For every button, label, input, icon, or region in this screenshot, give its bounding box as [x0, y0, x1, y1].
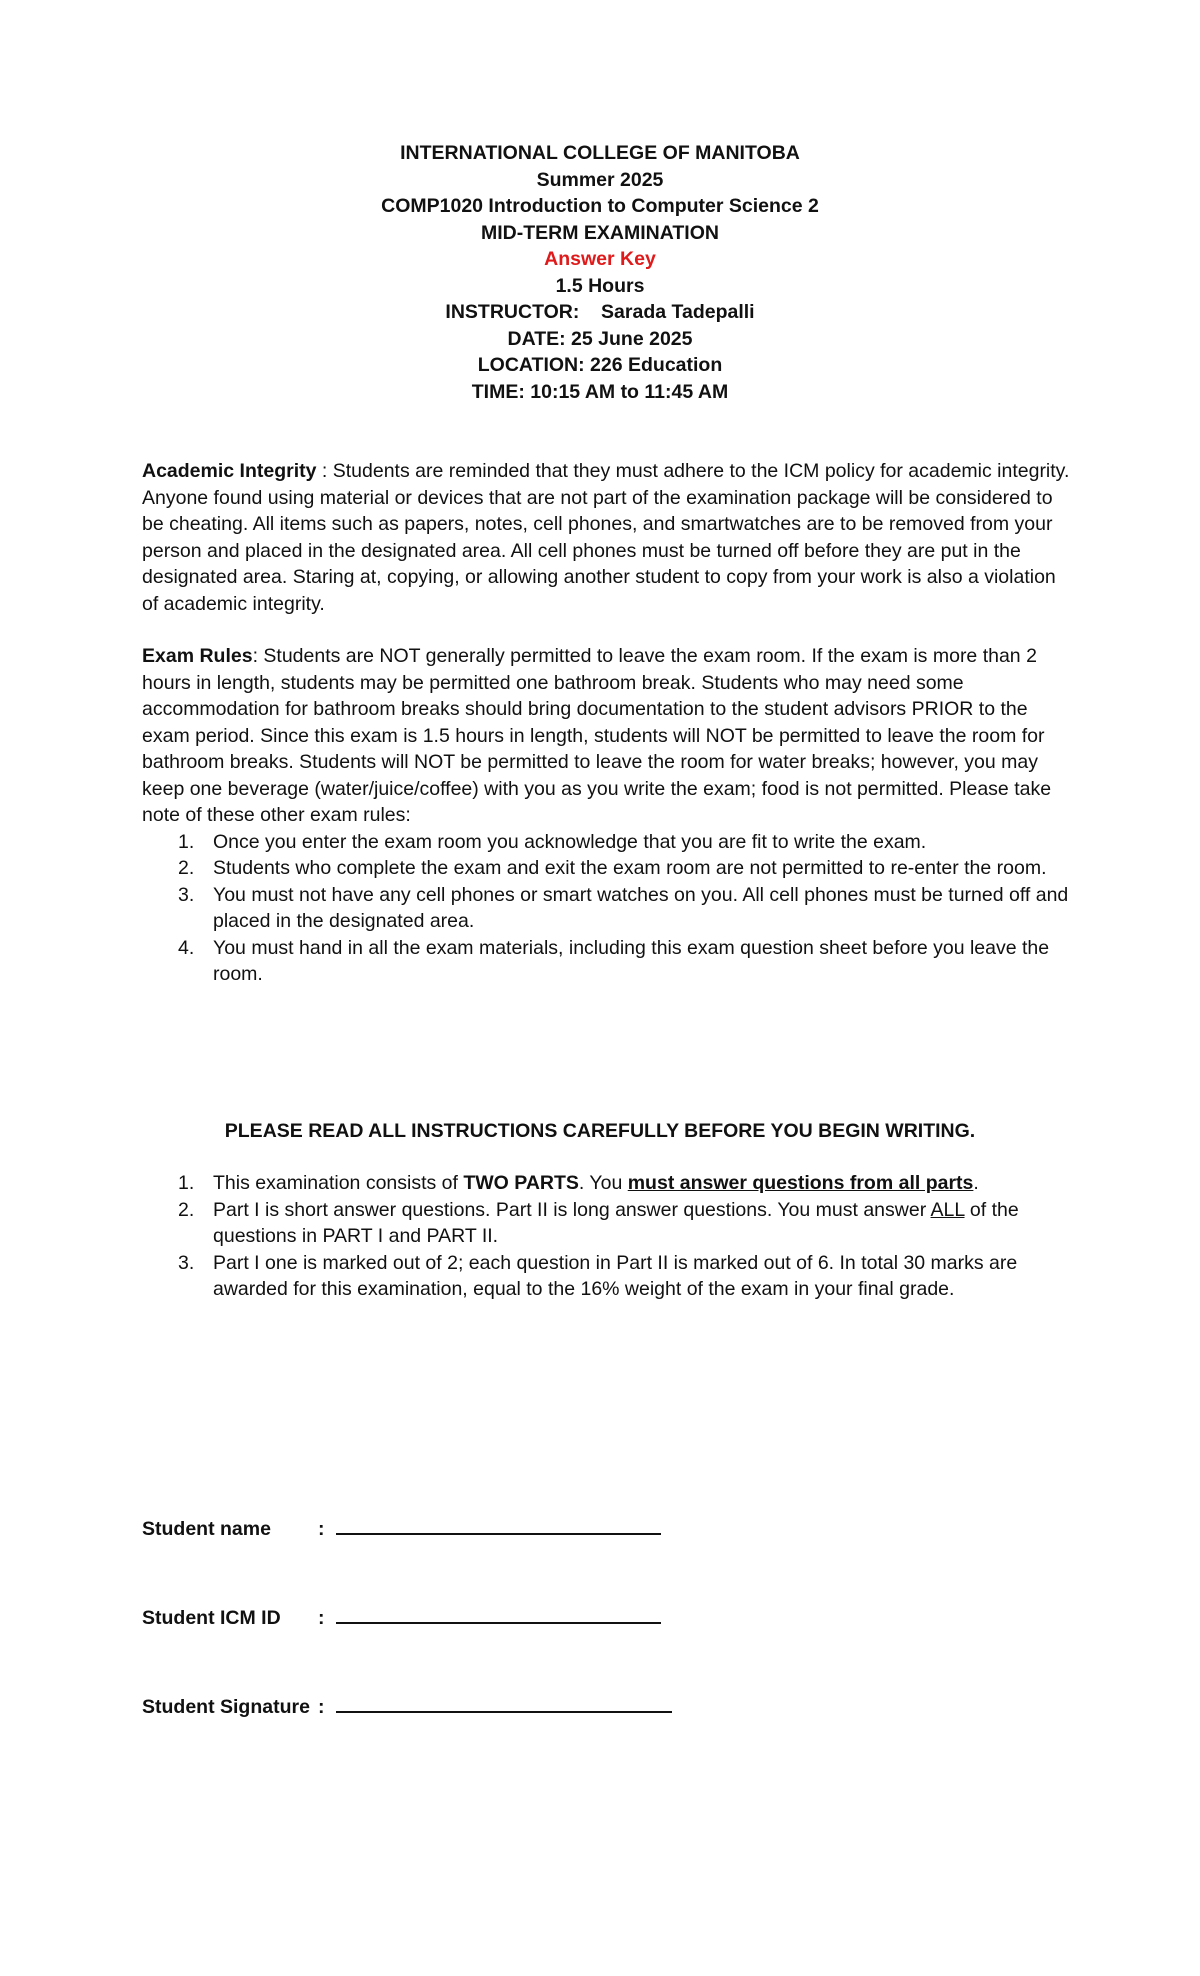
student-signature-blank[interactable] [336, 1691, 672, 1713]
exam-location: LOCATION: 226 Education [477, 354, 723, 376]
exam-type: MID-TERM EXAMINATION [481, 221, 719, 244]
list-number: 3. [178, 1251, 195, 1274]
list-item [142, 855, 1072, 882]
list-item [142, 935, 1072, 988]
colon: : [318, 1518, 325, 1540]
instruction-text: Part I is short answer questions. Part II is long answer questions. You must answer [213, 1198, 931, 1221]
instruction-text: Part I one is marked out of 2; each question in Part II is marked out of 6. In total 30 marks are awarded for this examination, equal to the 16% weight of the exam in your final grade. [213, 1251, 1018, 1300]
list-text: Once you enter the exam room you acknowledge that you are fit to write the exam. [213, 830, 927, 853]
student-id-label: Student ICM ID [142, 1607, 281, 1629]
list-item [142, 829, 1072, 856]
college-name: INTERNATIONAL COLLEGE OF MANITOBA [400, 142, 800, 164]
instruction-text: of the questions in PART I and PART II. [213, 1198, 1019, 1247]
instruction-bold-text: TWO PARTS [463, 1172, 579, 1194]
instruction-emphasis-text: must answer questions from all parts [627, 1172, 974, 1194]
academic-integrity-text: : Students are reminded that they must adhere to the ICM policy for academic integrity. Anyone found using material or devices that are not part of the examination package will be considered to be cheating. All items such as papers, notes, cell phones, and smartwatches are to be removed from your person and placed in the designated area. All cell phones must be turned off before they are put in the designated area. Staring at, copying, or allowing another student to copy from your work is also a violation of academic integrity. [142, 460, 1070, 615]
exam-rules-text: : Students are NOT generally permitted to leave the exam room. If the exam is more than 2 hours in length, students may be permitted one bathroom break. Students who may need some accommodation for bathroom breaks should bring documentation to the student advisors PRIOR to the exam period. Since this exam is 1.5 hours in length, students will NOT be permitted to leave the room for bathroom breaks. Students will NOT be permitted to leave the room for water breaks; however, you may keep one beverage (water/juice/coffee) with you as you write the exam; food is not permitted. Please take note of these other exam rules: [142, 645, 1052, 826]
list-item [142, 1170, 1072, 1197]
exam-header [0, 140, 1200, 405]
list-item [142, 1197, 1072, 1250]
instruction-text: This examination consists of [213, 1172, 464, 1194]
exam-duration: 1.5 Hours [555, 274, 645, 297]
list-number: 1. [178, 1172, 195, 1194]
list-number: 1. [178, 830, 195, 853]
instructions-title: PLEASE READ ALL INSTRUCTIONS CAREFULLY BEFORE YOU BEGIN WRITING. [224, 1120, 976, 1142]
list-number: 3. [178, 883, 195, 906]
exam-rules-section [142, 643, 1072, 988]
student-id-blank[interactable] [336, 1602, 661, 1624]
student-name-blank[interactable] [336, 1513, 661, 1535]
student-name-label: Student name [142, 1518, 271, 1540]
term: Summer 2025 [536, 168, 664, 191]
instruction-text: . [973, 1172, 979, 1194]
colon: : [318, 1696, 325, 1718]
exam-rules-list [142, 829, 1072, 988]
exam-rules-heading: Exam Rules [142, 645, 253, 667]
exam-rules-paragraph [142, 643, 1072, 829]
list-text: Students who complete the exam and exit the exam room are not permitted to re-enter the room. [213, 857, 1047, 879]
academic-integrity-paragraph [142, 458, 1072, 617]
list-item [142, 1250, 1072, 1303]
list-text: You must hand in all the exam materials, including this exam question sheet before you leave the room. [213, 936, 1050, 985]
list-number: 4. [178, 936, 195, 959]
list-number: 2. [178, 1198, 195, 1221]
course-title: COMP1020 Introduction to Computer Science 2 [381, 195, 819, 217]
student-id-row [142, 1602, 661, 1632]
list-text: You must not have any cell phones or smart watches on you. All cell phones must be turned off and placed in the designated area. [213, 883, 1069, 932]
colon: : [318, 1607, 325, 1629]
instructions-list [142, 1170, 1072, 1303]
exam-date: DATE: 25 June 2025 [507, 327, 693, 350]
exam-time: TIME: 10:15 AM to 11:45 AM [471, 380, 729, 403]
instruction-underline-text: ALL [930, 1198, 965, 1221]
student-signature-label: Student Signature [142, 1696, 310, 1718]
answer-key-label: Answer Key [544, 248, 656, 270]
instruction-text: . You [578, 1172, 628, 1194]
student-name-row [142, 1513, 661, 1543]
academic-integrity-heading: Academic Integrity [142, 460, 317, 482]
list-number: 2. [178, 857, 195, 879]
student-signature-row [142, 1691, 672, 1721]
list-item [142, 882, 1072, 935]
instructor: INSTRUCTOR: Sarada Tadepalli [445, 301, 755, 323]
